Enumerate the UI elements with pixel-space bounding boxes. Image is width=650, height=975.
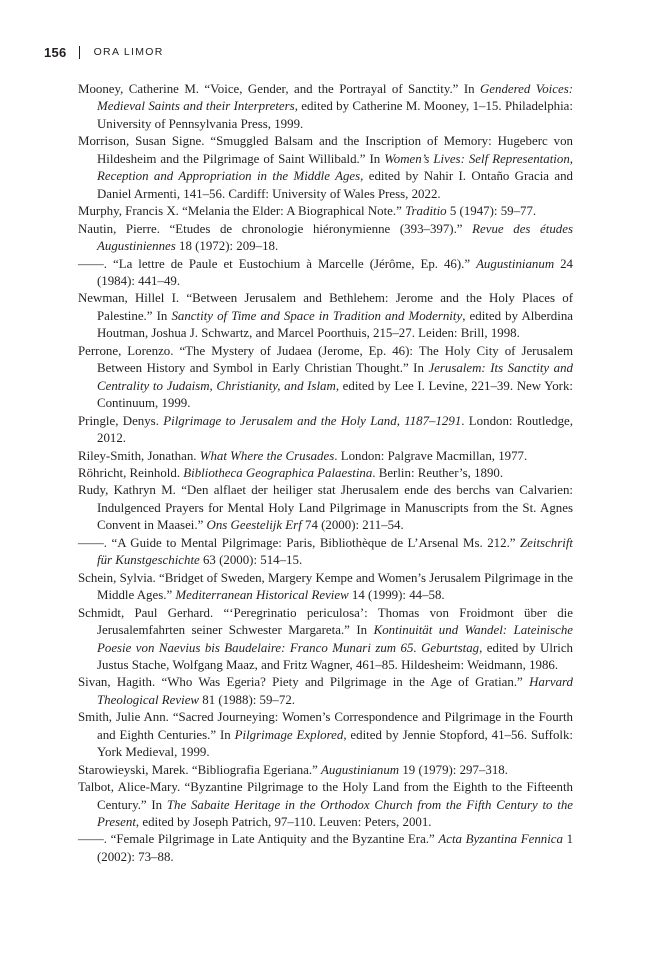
entry-text: , edited by Joseph Patrich, 97–110. Leuven: Peters, 2001. [135, 815, 432, 830]
entry-text: , edited by Lee I. Levine, 221–39. New York: Continuum, 1999. [97, 378, 573, 411]
entry-text: 18 (1972): 209–18. [175, 239, 279, 254]
entry-text: ——. “La lettre de Paule et Eustochium à Marcelle (Jérôme, Ep. 46).” [78, 256, 477, 271]
bibliography-entry [78, 535, 573, 570]
bibliography-entry [78, 343, 573, 413]
entry-text: Nautin, Pierre. “Etudes de chronologie hiéronymienne (393–397).” [78, 221, 473, 236]
bibliography-entry [78, 256, 573, 291]
bibliography-entry [78, 482, 573, 534]
entry-text: Rudy, Kathryn M. “Den alflaet der heiliger stat Jherusalem ende des berchs van Calvarien: Indulgenced Prayers for Mental Holy Land Pilgrimage in Manuscripts from the St. Agnes Convent in Maasei.” [78, 483, 573, 533]
bibliography-entry [78, 448, 573, 465]
bibliography-entry [78, 779, 573, 831]
entry-text: Mooney, Catherine M. “Voice, Gender, and the Portrayal of Sanctity.” In [78, 82, 480, 96]
bibliography-list [78, 81, 573, 866]
entry-text: Perrone, Lorenzo. “The Mystery of Judaea (Jerome, Ep. 46): The Holy City of Jerusalem Between History and Symbol in Early Christian Thought.” In [78, 343, 573, 376]
entry-title-italic: Kontinuität und Wandel: Lateinische Poesie von Naevius bis Baudelaire: Franco Munari zum 65. Geburtstag [97, 623, 574, 655]
running-header [44, 44, 164, 60]
bibliography-entry [78, 570, 573, 605]
page-number: 156 [44, 44, 67, 60]
entry-text: 81 (1988): 59–72. [199, 692, 295, 707]
entry-text: Riley-Smith, Jonathan. [78, 448, 200, 463]
entry-text: Starowieyski, Marek. “Bibliografia Egeriana.” [78, 762, 322, 777]
entry-title-italic: Pilgrimage Explored [234, 727, 344, 742]
entry-text: . Berlin: Reuther’s, 1890. [372, 465, 504, 480]
bibliography-entry [78, 831, 573, 866]
entry-text: 1 (2002): 73–88. [97, 832, 574, 864]
bibliography-entry [78, 133, 573, 203]
entry-title-italic: Zeitschrift für Kunstgeschichte [97, 535, 573, 568]
entry-text: 5 (1947): 59–77. [446, 204, 537, 219]
entry-text: Newman, Hillel I. “Between Jerusalem and Bethlehem: Jerome and the Holy Places of Palestine.” In [78, 291, 573, 323]
bibliography-entry [78, 762, 573, 779]
entry-text: 74 (2000): 211–54. [301, 518, 404, 533]
entry-title-italic: Jerusalem: Its Sanctity and Centrality to Judaism, Christianity, and Islam [97, 361, 573, 393]
entry-title-italic: Ons Geestelijk Erf [206, 518, 302, 533]
bibliography-entry [78, 81, 573, 133]
entry-title-italic: Women’s Lives: Self Representation, Reception and Appropriation in the Middle Ages [97, 151, 573, 184]
entry-text: Smith, Julie Ann. “Sacred Journeying: Women’s Correspondence and Pilgrimage in the Fourth and Eighth Centuries.” In [78, 710, 573, 742]
entry-text: , edited by Catherine M. Mooney, 1–15. Philadelphia: University of Pennsylvania Press, 1999. [97, 99, 573, 131]
entry-text: 14 (1999): 44–58. [348, 588, 445, 603]
bibliography-entry [78, 605, 573, 675]
entry-text: , edited by Jennie Stopford, 41–56. Suffolk: York Medieval, 1999. [97, 727, 574, 760]
entry-title-italic: Traditio [405, 204, 447, 219]
entry-text: Murphy, Francis X. “Melania the Elder: A Biographical Note.” [78, 204, 406, 219]
entry-title-italic: What Where the Crusades [199, 448, 335, 463]
bibliography-entry [78, 203, 573, 220]
entry-text: , edited by Alberdina Houtman, Joshua J. Schwartz, and Marcel Poorthuis, 215–27. Leiden: Brill, 1998. [97, 308, 573, 341]
entry-title-italic: Augustinianum [321, 762, 400, 777]
bibliography-entry [78, 465, 573, 482]
entry-text: Pringle, Denys. [78, 413, 164, 428]
running-title: ORA LIMOR [93, 46, 164, 58]
entry-title-italic: Pilgrimage to Jerusalem and the Holy Land, 1187–1291 [163, 413, 462, 428]
entry-text: . London: Palgrave Macmillan, 1977. [334, 448, 528, 463]
entry-title-italic: Harvard Theological Review [97, 675, 573, 707]
bibliography-entry [78, 709, 573, 761]
entry-title-italic: Mediterranean Historical Review [175, 588, 349, 603]
entry-text: , edited by Ulrich Justus Stache, Wolfgang Maaz, and Fritz Wagner, 461–85. Hildesheim: Weidmann, 1986. [97, 640, 573, 672]
bibliography-entry [78, 413, 573, 448]
entry-title-italic: Bibliotheca Geographica Palaestina [183, 465, 373, 480]
bibliography-entry [78, 221, 573, 256]
bibliography-entry [78, 674, 573, 709]
entry-text: Schein, Sylvia. “Bridget of Sweden, Margery Kempe and Women’s Jerusalem Pilgrimage in the Middle Ages.” [78, 570, 573, 603]
entry-title-italic: Acta Byzantina Fennica [438, 832, 563, 847]
entry-text: Morrison, Susan Signe. “Smuggled Balsam and the Inscription of Memory: Hugeberc von Hildesheim and the Pilgrimage of Saint Willibald.” In [78, 134, 573, 166]
entry-title-italic: The Sabaite Heritage in the Orthodox Church from the Fifth Century to the Present [97, 797, 573, 830]
entry-text: , edited by Nahir I. Ontaño Gracia and Daniel Armenti, 141–56. Cardiff: University of Wales Press, 2022. [97, 169, 573, 201]
entry-text: Sivan, Hagith. “Who Was Egeria? Piety and Pilgrimage in the Age of Gratian.” [78, 675, 530, 690]
entry-title-italic: Sanctity of Time and Space in Tradition and Modernity [171, 308, 463, 323]
entry-text: 63 (2000): 514–15. [199, 553, 303, 568]
entry-text: . London: Routledge, 2012. [97, 413, 573, 446]
entry-text: Schmidt, Paul Gerhard. “‘Peregrinatio periculosa’: Thomas von Froidmont über die Jerusalemfahrten seiner Schwester Margareta.” In [78, 605, 573, 638]
entry-text: 24 (1984): 441–49. [97, 256, 573, 288]
entry-text: Talbot, Alice-Mary. “Byzantine Pilgrimage to the Holy Land from the Eighth to the Fifteenth Century.” In [78, 780, 573, 812]
entry-text: ——. “Female Pilgrimage in Late Antiquity and the Byzantine Era.” [78, 832, 439, 847]
entry-text: Röhricht, Reinhold. [78, 465, 184, 480]
entry-title-italic: Gendered Voices: Medieval Saints and their Interpreters [97, 82, 573, 114]
entry-text: ——. “A Guide to Mental Pilgrimage: Paris, Bibliothèque de L’Arsenal Ms. 212.” [78, 535, 520, 550]
entry-text: 19 (1979): 297–318. [399, 762, 508, 777]
entry-title-italic: Revue des études Augustiniennes [97, 221, 573, 254]
bibliography-entry [78, 290, 573, 342]
header-divider [79, 46, 80, 59]
entry-title-italic: Augustinianum [476, 256, 555, 271]
